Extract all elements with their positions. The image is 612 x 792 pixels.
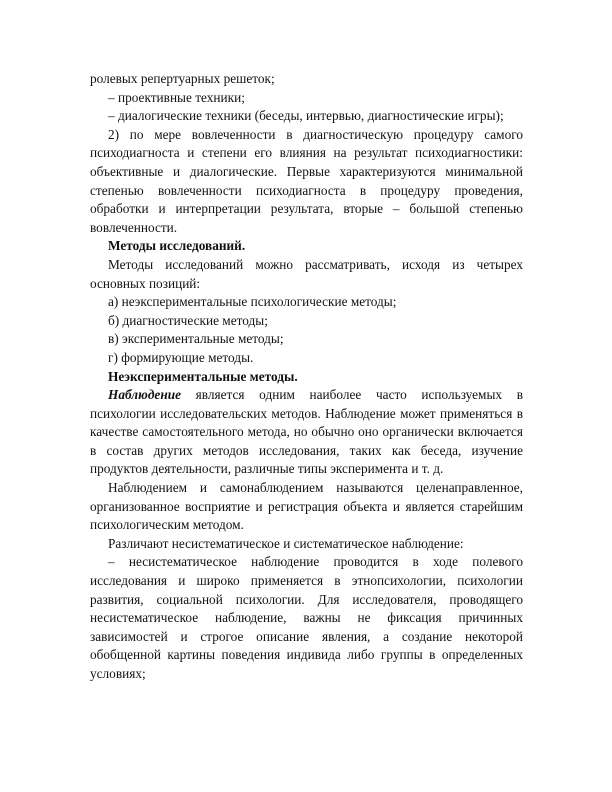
- paragraph: ролевых репертуарных решеток;: [90, 71, 275, 86]
- paragraph: – несистематическое наблюдение проводится в ходе полевого исследования и широко применяется в этнопсихологии, психологии развития, социальной психологии. Для исследователя, проводящего несистематическое наблюдение, важны не фиксация причинных зависимостей и строгое описание явления, а создание некоторой обобщенной картины поведения индивида либо группы в определенных условиях;: [90, 554, 523, 681]
- list-item: б) диагностические методы;: [108, 312, 268, 328]
- section-heading: Неэкспериментальные методы.: [108, 368, 298, 384]
- list-item: – диалогические техники (беседы, интервью, диагностические игры);: [108, 108, 504, 124]
- paragraph: Наблюдением и самонаблюдением называются целенаправленное, организованное восприятие и регистрация объекта и является старейшим психологическим методом.: [90, 480, 523, 533]
- list-item: в) экспериментальные методы;: [108, 331, 284, 347]
- section-heading: Методы исследований.: [108, 238, 246, 254]
- paragraph-text: является одним наиболее часто используемых в психологии исследовательских методов. Наблюдение может применяться в качестве самостоятельного метода, но обычно оно органически включается в состав других методов исследования, таких как беседа, изучение продуктов деятельности, различные типы эксперимента и т. д.: [90, 387, 523, 477]
- paragraph: [90, 386, 523, 479]
- paragraph: Методы исследований можно рассматривать, исходя из четырех основных позиций:: [90, 256, 523, 291]
- paragraph: Различают несистематическое и систематическое наблюдение:: [108, 535, 464, 551]
- term: Наблюдение: [108, 387, 182, 403]
- list-item: – проективные техники;: [108, 89, 245, 105]
- paragraph: 2) по мере вовлеченности в диагностическую процедуру самого психодиагноста и степени его влияния на результат психодиагностики: объективные и диалогические. Первые характеризуются минимальной степенью вовлеченности психодиагноста в процедуру проведения, обработки и интерпретации результата, вторые – большой степенью вовлеченности.: [90, 126, 523, 235]
- document-body: [90, 70, 523, 684]
- list-item: а) неэкспериментальные психологические методы;: [108, 294, 397, 310]
- list-item: г) формирующие методы.: [108, 349, 254, 365]
